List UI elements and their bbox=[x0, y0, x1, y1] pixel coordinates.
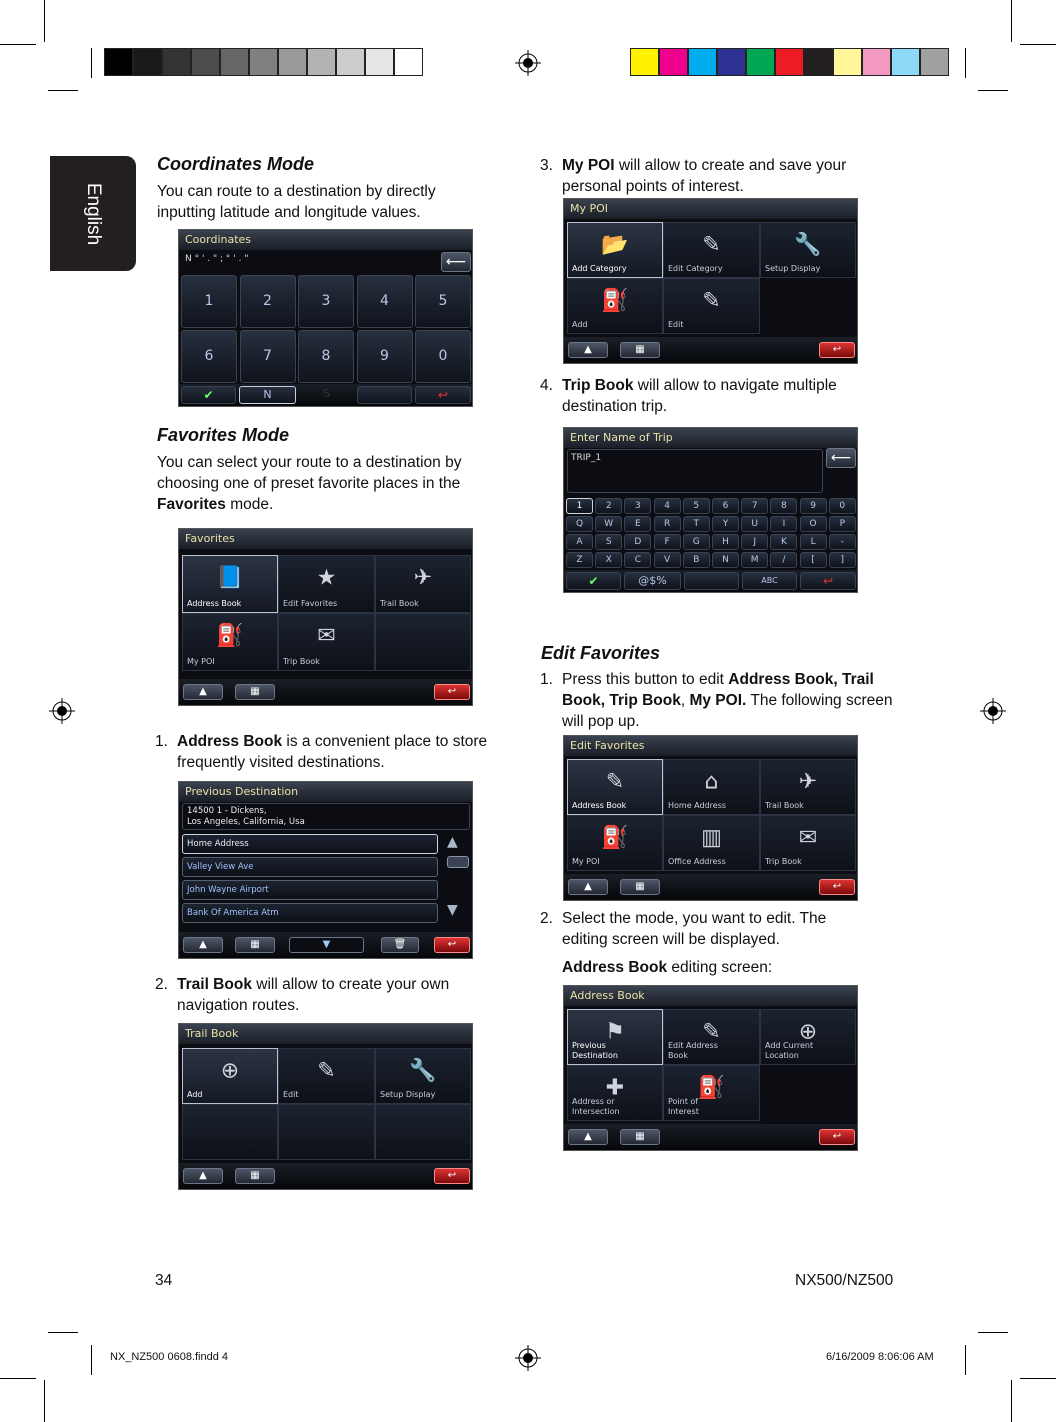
tile-point-of-interest[interactable]: ⛽ Point of Interest bbox=[663, 1065, 760, 1121]
tile-setup-display[interactable]: 🔧 Setup Display bbox=[760, 222, 856, 278]
keyboard-key[interactable]: T bbox=[683, 516, 710, 532]
address-display: 14500 1 - Dickens, Los Angeles, California, Usa bbox=[182, 803, 470, 830]
menu-button[interactable]: ▦ bbox=[235, 937, 275, 953]
menu-button[interactable]: ▦ bbox=[235, 684, 275, 700]
list-item[interactable]: John Wayne Airport bbox=[182, 880, 438, 900]
space-key[interactable] bbox=[684, 572, 739, 590]
office-icon: ▥ bbox=[701, 825, 722, 851]
map-button[interactable]: ▲ bbox=[568, 879, 608, 895]
color-swatch bbox=[688, 48, 717, 76]
color-swatch bbox=[775, 48, 804, 76]
keypad-key[interactable]: 8 bbox=[298, 330, 354, 383]
trip-icon: ✉ bbox=[798, 825, 818, 851]
keyboard-key[interactable]: 4 bbox=[654, 498, 681, 514]
crop-mark bbox=[44, 1380, 45, 1422]
tile-empty bbox=[278, 1104, 375, 1160]
south-button[interactable]: S bbox=[323, 387, 330, 400]
favorites-screen bbox=[178, 528, 473, 706]
keyboard-key[interactable]: O bbox=[800, 516, 827, 532]
tile-edit-category[interactable]: ✎ Edit Category bbox=[663, 222, 760, 278]
coordinates-body: You can route to a destination by directly inputting latitude and longitude values. bbox=[157, 183, 436, 221]
model-name: NX500/NZ500 bbox=[795, 1272, 894, 1289]
color-swatch bbox=[717, 48, 746, 76]
crop-mark bbox=[965, 48, 966, 78]
tile-office-address[interactable]: ▥ Office Address bbox=[663, 815, 760, 871]
registration-mark-icon bbox=[49, 698, 75, 724]
color-swatch bbox=[630, 48, 659, 76]
back-button[interactable]: ↩ bbox=[434, 1168, 470, 1184]
crop-mark bbox=[48, 90, 78, 91]
keypad-key[interactable]: 2 bbox=[240, 275, 296, 328]
screen-title: Edit Favorites bbox=[564, 736, 857, 756]
keypad-key[interactable]: 1 bbox=[181, 275, 237, 328]
menu-button[interactable]: ▦ bbox=[620, 1129, 660, 1145]
keyboard-key[interactable]: I bbox=[770, 516, 797, 532]
keyboard-key[interactable]: D bbox=[624, 534, 651, 550]
edit-favorites-step2: Select the mode, you want to edit. The editing screen will be displayed. bbox=[562, 910, 827, 948]
keypad-key[interactable]: 7 bbox=[240, 330, 296, 383]
gray-swatch bbox=[220, 48, 249, 76]
color-swatch bbox=[659, 48, 688, 76]
poi-icon: ⛽ bbox=[216, 623, 244, 649]
keyboard-key[interactable]: H bbox=[712, 534, 739, 550]
keyboard-key[interactable]: 3 bbox=[624, 498, 651, 514]
trip-name-screen bbox=[563, 427, 858, 593]
address-book-editing-caption: Address Book editing screen: bbox=[562, 959, 773, 976]
trip-book-description: Trip Book will allow to navigate multiple destination trip. bbox=[562, 377, 837, 415]
keyboard-key[interactable]: Q bbox=[566, 516, 593, 532]
crop-mark bbox=[48, 1332, 78, 1333]
crop-mark bbox=[0, 44, 36, 45]
tile-setup-display[interactable]: 🔧 Setup Display bbox=[375, 1048, 471, 1104]
screen-title: Address Book bbox=[564, 986, 857, 1006]
keyboard-key[interactable]: F bbox=[654, 534, 681, 550]
coordinates-heading: Coordinates Mode bbox=[157, 154, 315, 174]
keyboard-key[interactable]: [ bbox=[800, 552, 827, 568]
registration-mark-icon bbox=[515, 1345, 541, 1371]
color-swatch bbox=[833, 48, 862, 76]
keyboard-key[interactable]: E bbox=[624, 516, 651, 532]
favorites-heading: Favorites Mode bbox=[157, 425, 290, 445]
back-button[interactable]: ↩ bbox=[819, 342, 855, 358]
keyboard-key[interactable]: V bbox=[654, 552, 681, 568]
tile-address-intersection[interactable]: ✚ Address or Intersection bbox=[567, 1065, 663, 1121]
keyboard-key[interactable]: U bbox=[741, 516, 768, 532]
blank-key[interactable] bbox=[357, 386, 412, 404]
address-book-screen bbox=[563, 985, 858, 1151]
item-number: 3. bbox=[540, 157, 553, 174]
crop-mark bbox=[1011, 0, 1012, 42]
favorites-body: You can select your route to a destination by choosing one of preset favorite places in the Favorites mode. bbox=[157, 454, 462, 513]
backspace-button[interactable]: ⟵ bbox=[441, 252, 471, 272]
scroll-down-icon[interactable]: ▼ bbox=[447, 902, 458, 918]
keypad-key[interactable]: 0 bbox=[415, 330, 471, 383]
keypad-key[interactable]: 9 bbox=[357, 330, 413, 383]
gray-swatch bbox=[307, 48, 336, 76]
back-button[interactable]: ↩ bbox=[434, 684, 470, 700]
color-swatch bbox=[920, 48, 949, 76]
scroll-thumb[interactable] bbox=[447, 856, 469, 868]
keyboard-key[interactable]: C bbox=[624, 552, 651, 568]
gray-swatch bbox=[162, 48, 191, 76]
previous-destination-screen bbox=[178, 781, 473, 959]
screen-title: Previous Destination bbox=[179, 782, 472, 802]
tile-my-poi[interactable]: ⛽ My POI bbox=[567, 815, 663, 871]
trail-icon: ✈ bbox=[798, 769, 818, 795]
crop-mark bbox=[0, 1378, 36, 1379]
gray-swatch bbox=[278, 48, 307, 76]
poi-icon: ⛽ bbox=[601, 288, 629, 314]
return-button[interactable]: ↩ bbox=[800, 572, 856, 590]
back-button[interactable]: ↩ bbox=[819, 1129, 855, 1145]
item-number: 4. bbox=[540, 377, 553, 394]
language-tab bbox=[50, 156, 136, 271]
file-slug: NX_NZ500 0608.findd 4 bbox=[110, 1351, 229, 1363]
crop-mark bbox=[91, 1345, 92, 1375]
keyboard-key[interactable]: 7 bbox=[741, 498, 768, 514]
step-number: 1. bbox=[540, 671, 553, 688]
confirm-check-button[interactable]: ✔ bbox=[181, 386, 236, 404]
map-button[interactable]: ▲ bbox=[568, 342, 608, 358]
keyboard-key[interactable]: 9 bbox=[800, 498, 827, 514]
keyboard-key[interactable]: Z bbox=[566, 552, 593, 568]
screen-title: Trail Book bbox=[179, 1024, 472, 1044]
coordinate-readout: N ° ' . " ; ° ' . " bbox=[185, 254, 249, 264]
color-swatch bbox=[804, 48, 833, 76]
tile-empty bbox=[375, 613, 471, 671]
keyboard-key[interactable]: N bbox=[712, 552, 739, 568]
screen-title: Coordinates bbox=[179, 230, 472, 250]
registration-mark-icon bbox=[515, 50, 541, 76]
keyboard-key[interactable]: Y bbox=[712, 516, 739, 532]
item-number: 1. bbox=[155, 733, 168, 750]
tile-add[interactable]: ⊕ Add bbox=[182, 1048, 278, 1104]
keyboard-key[interactable]: W bbox=[595, 516, 622, 532]
edit-favorites-heading: Edit Favorites bbox=[541, 643, 661, 663]
symbols-button[interactable]: @$% bbox=[624, 572, 681, 590]
date-slug: 6/16/2009 8:06:06 AM bbox=[826, 1351, 934, 1363]
home-edit-icon: ⌂ bbox=[704, 769, 719, 795]
tile-home-address[interactable]: ⌂ Home Address bbox=[663, 759, 760, 815]
gray-swatch bbox=[191, 48, 220, 76]
gray-swatch bbox=[394, 48, 423, 76]
abc-button[interactable]: ABC bbox=[742, 572, 797, 590]
keyboard-key[interactable]: ] bbox=[829, 552, 856, 568]
folder-add-icon: 📂 bbox=[601, 232, 629, 258]
tile-empty bbox=[375, 1104, 471, 1160]
keyboard-key[interactable]: 5 bbox=[683, 498, 710, 514]
keyboard-key[interactable]: L bbox=[800, 534, 827, 550]
keyboard-key[interactable]: B bbox=[683, 552, 710, 568]
crop-mark bbox=[978, 90, 1008, 91]
poi-icon: ⛽ bbox=[601, 825, 629, 851]
keyboard-key[interactable]: 1 bbox=[566, 498, 593, 514]
color-swatch bbox=[746, 48, 775, 76]
folder-edit-icon: ✎ bbox=[702, 232, 721, 258]
language-tab-label: English bbox=[83, 182, 104, 245]
tile-trip-book[interactable]: ✉ Trip Book bbox=[760, 815, 856, 871]
tile-edit-favorites[interactable]: ★ Edit Favorites bbox=[278, 555, 375, 613]
screen-title: Favorites bbox=[179, 529, 472, 549]
trail-book-description: Trail Book will allow to create your own navigation routes. bbox=[177, 976, 450, 1014]
map-button[interactable]: ▲ bbox=[183, 937, 223, 953]
my-poi-screen bbox=[563, 198, 858, 364]
poi-icon: ⛽ bbox=[697, 1075, 726, 1101]
item-number: 2. bbox=[155, 976, 168, 993]
dropdown-button[interactable]: ▼ bbox=[289, 937, 364, 953]
tile-previous-destination[interactable]: ⚑ Previous Destination bbox=[567, 1009, 663, 1065]
wrench-icon: 🔧 bbox=[409, 1058, 437, 1084]
gray-swatch bbox=[249, 48, 278, 76]
keypad-key[interactable]: 5 bbox=[415, 275, 471, 328]
keyboard-key[interactable]: / bbox=[770, 552, 797, 568]
keyboard-key[interactable]: - bbox=[829, 534, 856, 550]
tile-address-book[interactable]: 📘 Address Book bbox=[182, 555, 278, 613]
edit-favorites-screen bbox=[563, 735, 858, 901]
menu-button[interactable]: ▦ bbox=[235, 1168, 275, 1184]
tile-empty bbox=[182, 1104, 278, 1160]
scroll-up-icon[interactable]: ▲ bbox=[447, 834, 458, 850]
registration-mark-icon bbox=[980, 698, 1006, 724]
crop-mark bbox=[1020, 1378, 1056, 1379]
tile-edit[interactable]: ✎ Edit bbox=[663, 278, 760, 334]
keyboard-key[interactable]: X bbox=[595, 552, 622, 568]
delete-icon[interactable]: 🗑 bbox=[381, 937, 419, 953]
tile-edit[interactable]: ✎ Edit bbox=[278, 1048, 375, 1104]
tile-trail-book[interactable]: ✈ Trail Book bbox=[375, 555, 471, 613]
edit-icon: ✎ bbox=[317, 1058, 336, 1084]
keypad-key[interactable]: 3 bbox=[298, 275, 354, 328]
keypad-key[interactable]: 6 bbox=[181, 330, 237, 383]
keyboard-key[interactable]: 0 bbox=[829, 498, 856, 514]
keyboard-key[interactable]: S bbox=[595, 534, 622, 550]
star-pen-icon: ★ bbox=[316, 565, 337, 591]
tile-add-category[interactable]: 📂 Add Category bbox=[567, 222, 663, 278]
back-button[interactable]: ↩ bbox=[819, 879, 855, 895]
address-book-description: Address Book is a convenient place to store frequently visited destinations. bbox=[177, 733, 488, 771]
backspace-button[interactable]: ⟵ bbox=[826, 448, 856, 468]
add-location-icon: ⊕ bbox=[798, 1019, 818, 1045]
tile-add-current-location[interactable]: ⊕ Add Current Location bbox=[760, 1009, 856, 1065]
trail-book-screen bbox=[178, 1023, 473, 1190]
back-button[interactable]: ↩ bbox=[434, 937, 470, 953]
crop-mark bbox=[978, 1332, 1008, 1333]
keyboard-key[interactable]: 8 bbox=[770, 498, 797, 514]
intersection-icon: ✚ bbox=[605, 1075, 625, 1101]
tile-add[interactable]: ⛽ Add bbox=[567, 278, 663, 334]
north-button[interactable]: N bbox=[239, 386, 296, 404]
crop-mark bbox=[44, 0, 45, 42]
screen-title: Enter Name of Trip bbox=[564, 428, 857, 448]
keyboard-key[interactable]: G bbox=[683, 534, 710, 550]
return-button[interactable]: ↩ bbox=[415, 386, 471, 404]
my-poi-description: My POI will allow to create and save your personal points of interest. bbox=[562, 157, 847, 195]
trip-name-input[interactable]: TRIP_1 bbox=[567, 449, 823, 493]
keyboard-key[interactable]: P bbox=[829, 516, 856, 532]
page-number: 34 bbox=[155, 1272, 173, 1289]
list-item[interactable]: Bank Of America Atm bbox=[182, 903, 438, 923]
tile-address-book[interactable]: ✎ Address Book bbox=[567, 759, 663, 815]
crop-mark bbox=[91, 48, 92, 78]
tile-trail-book[interactable]: ✈ Trail Book bbox=[760, 759, 856, 815]
tile-trip-book[interactable]: ✉ Trip Book bbox=[278, 613, 375, 671]
crop-mark bbox=[965, 1345, 966, 1375]
keyboard-key[interactable]: K bbox=[770, 534, 797, 550]
keyboard-key[interactable]: M bbox=[741, 552, 768, 568]
edit-icon: ✎ bbox=[702, 1019, 721, 1045]
menu-button[interactable]: ▦ bbox=[620, 342, 660, 358]
trail-icon: ✈ bbox=[413, 565, 433, 591]
crop-mark bbox=[1011, 1380, 1012, 1422]
crop-mark bbox=[1020, 44, 1056, 45]
gray-swatch bbox=[104, 48, 133, 76]
keyboard-key[interactable]: J bbox=[741, 534, 768, 550]
map-button[interactable]: ▲ bbox=[183, 684, 223, 700]
confirm-check-button[interactable]: ✔ bbox=[566, 572, 621, 590]
edit-icon: ✎ bbox=[605, 769, 625, 795]
add-icon: ⊕ bbox=[220, 1058, 240, 1084]
edit-favorites-step1: Press this button to edit Address Book, Trail Book, Trip Book, My POI. The following screen will pop up. bbox=[562, 671, 893, 730]
trip-icon: ✉ bbox=[317, 623, 336, 649]
keyboard-key[interactable]: R bbox=[654, 516, 681, 532]
flag-clock-icon: ⚑ bbox=[605, 1019, 625, 1045]
book-icon: 📘 bbox=[216, 565, 244, 591]
coordinates-screen bbox=[178, 229, 473, 407]
gray-swatch bbox=[336, 48, 365, 76]
tile-edit-address-book[interactable]: ✎ Edit Address Book bbox=[663, 1009, 760, 1065]
keyboard-key[interactable]: A bbox=[566, 534, 593, 550]
menu-button[interactable]: ▦ bbox=[620, 879, 660, 895]
map-button[interactable]: ▲ bbox=[183, 1168, 223, 1184]
keypad-key[interactable]: 4 bbox=[357, 275, 413, 328]
color-swatch bbox=[891, 48, 920, 76]
list-item[interactable]: Home Address bbox=[182, 834, 438, 854]
wrench-icon: 🔧 bbox=[794, 232, 822, 258]
keyboard-key[interactable]: 6 bbox=[712, 498, 739, 514]
color-swatch bbox=[862, 48, 891, 76]
keyboard-key[interactable]: 2 bbox=[595, 498, 622, 514]
edit-icon: ✎ bbox=[702, 288, 721, 314]
map-button[interactable]: ▲ bbox=[568, 1129, 608, 1145]
gray-swatch bbox=[133, 48, 162, 76]
list-item[interactable]: Valley View Ave bbox=[182, 857, 438, 877]
tile-my-poi[interactable]: ⛽ My POI bbox=[182, 613, 278, 671]
step-number: 2. bbox=[540, 910, 553, 927]
screen-title: My POI bbox=[564, 199, 857, 219]
gray-swatch bbox=[365, 48, 394, 76]
